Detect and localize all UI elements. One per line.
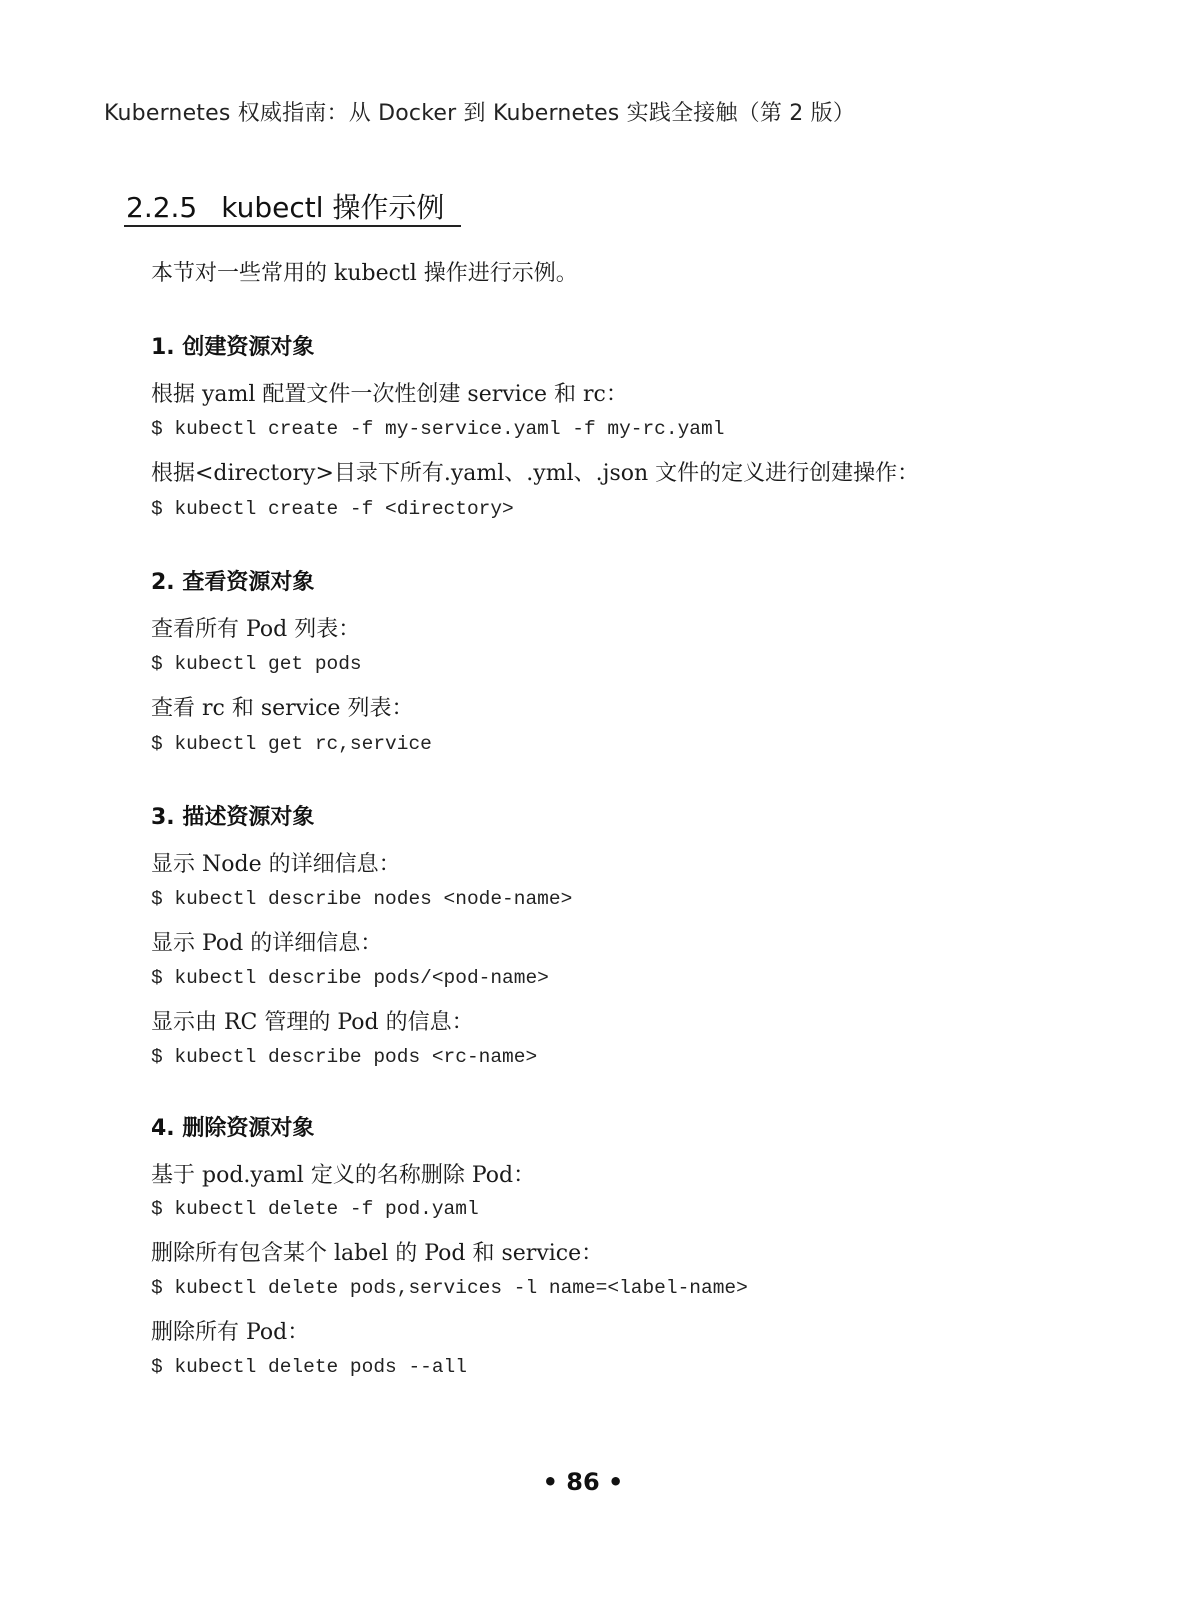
subsection-heading-get: 2. 查看资源对象 xyxy=(151,570,315,595)
subsection-heading-create: 1. 创建资源对象 xyxy=(151,335,315,360)
code-line: $ kubectl delete -f pod.yaml xyxy=(151,1198,479,1220)
section-number: 2.2.5 xyxy=(126,191,198,224)
code-line: $ kubectl describe nodes <node-name> xyxy=(151,888,573,910)
description-line: 显示 Pod 的详细信息： xyxy=(151,931,383,956)
description-line: 查看 rc 和 service 列表： xyxy=(151,696,414,721)
code-line: $ kubectl create -f my-service.yaml -f my-rc.yaml xyxy=(151,418,725,440)
section-intro: 本节对一些常用的 kubectl 操作进行示例。 xyxy=(151,261,578,286)
page-number: • 86 • xyxy=(542,1468,624,1496)
section-title-text: kubectl 操作示例 xyxy=(221,191,445,224)
running-header: Kubernetes 权威指南：从 Docker 到 Kubernetes 实践全接触（第 2 版） xyxy=(104,101,856,126)
subsection-heading-delete: 4. 删除资源对象 xyxy=(151,1116,315,1141)
code-line: $ kubectl create -f <directory> xyxy=(151,498,514,520)
code-line: $ kubectl describe pods/<pod-name> xyxy=(151,967,549,989)
description-line: 显示由 RC 管理的 Pod 的信息： xyxy=(151,1010,474,1035)
description-line: 删除所有 Pod： xyxy=(151,1320,310,1345)
description-line: 查看所有 Pod 列表： xyxy=(151,617,361,642)
description-line: 删除所有包含某个 label 的 Pod 和 service： xyxy=(151,1241,604,1266)
code-line: $ kubectl get pods xyxy=(151,653,362,675)
subsection-heading-describe: 3. 描述资源对象 xyxy=(151,805,315,830)
section-title-rule xyxy=(124,225,461,227)
description-line: 根据<directory>目录下所有.yaml、.yml、.json 文件的定义进行创建操作： xyxy=(151,461,920,486)
code-line: $ kubectl get rc,service xyxy=(151,733,432,755)
code-line: $ kubectl delete pods,services -l name=<label-name> xyxy=(151,1277,748,1299)
description-line: 根据 yaml 配置文件一次性创建 service 和 rc： xyxy=(151,382,628,407)
section-title xyxy=(126,186,444,226)
description-line: 基于 pod.yaml 定义的名称删除 Pod： xyxy=(151,1163,536,1188)
description-line: 显示 Node 的详细信息： xyxy=(151,852,401,877)
code-line: $ kubectl describe pods <rc-name> xyxy=(151,1046,538,1068)
code-line: $ kubectl delete pods --all xyxy=(151,1356,467,1378)
